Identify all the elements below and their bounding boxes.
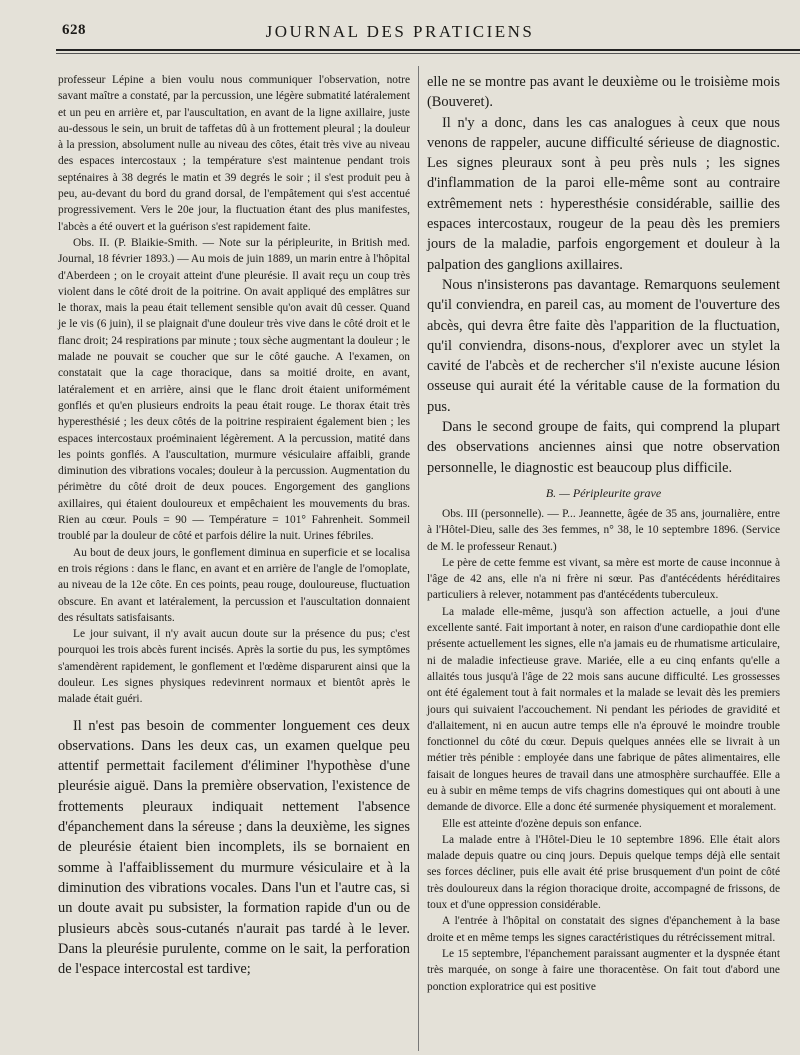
paragraph: Il n'y a donc, dans les cas analogues à ceux que nous venons de rappeler, aucune difficulté sérieuse de diagnostic. Les signes pleuraux sont à peu près nuls ; les signes d'inflammation de la paroi elle-même sont au contraire extrêmement nets : hyperesthésie considérable, saillie des espaces intercostaux, rougeur de la peau dès les premiers jours de la maladie, parfois engorgement et douleur à la palpation des ganglions axillaires.	[427, 114, 780, 273]
paragraph: Le 15 septembre, l'épanchement paraissant augmenter et la dyspnée étant très marquée, on songe à faire une thoracentèse. On fait tout d'abord une ponction exploratrice qui est positive	[427, 947, 780, 993]
paragraph: Le père de cette femme est vivant, sa mère est morte de cause inconnue à l'âge de 42 ans, elle n'a ni frère ni sœur. Pas d'antécédents héréditaires particuliers à relever, notamment pas d'antécédents tuberculeux.	[427, 556, 780, 602]
right-column	[427, 72, 780, 995]
paragraph: Le jour suivant, il n'y avait aucun doute sur la présence du pus; c'est pourquoi les trois abcès furent incisés. Après la sortie du pus, les symptômes s'amendèrent rapidement, le gonflement et l'œdème disparurent ainsi que la douleur. Les signes physiques redevinrent normaux et bientôt après le malade était guéri.	[58, 628, 410, 706]
page-number: 628	[62, 22, 86, 38]
paragraph: elle ne se montre pas avant le deuxième ou le troisième mois (Bouveret).	[427, 74, 780, 111]
column-divider	[418, 66, 419, 1051]
paragraph: A l'entrée à l'hôpital on constatait des signes d'épanchement à la base droite et en même temps les signes caractéristiques du rétrécissement mitral.	[427, 915, 780, 944]
header-rule-thin	[56, 53, 800, 54]
paragraph: professeur Lépine a bien voulu nous communiquer l'observation, notre savant maître a constaté, par la percussion, une légère submatité latéralement et un peu en arrière et, par l'auscultation, en avant de la ligne axillaire, juste au-dessous le sein, un bruit de taffetas dû à un frottement pleural ; la douleur à la pression, absolument nulle au niveau des côtes, était très vive au niveau des espaces intercostaux ; la température s'est maintenue pendant trois septénaires à 38 degrés le matin et 39 degrés le soir ; il s'est produit peu à peu, au-devant du bord du grand dorsal, de l'empâtement qui s'est accentué progressivement. Vers le 20e jour, la fluctuation étant des plus manifestes, l'abcès a été ouvert et la guérison s'est rapidement faite.	[58, 74, 410, 233]
paragraph: Nous n'insisterons pas davantage. Remarquons seulement qu'il conviendra, en pareil cas, au moment de l'ouverture des abcès, qui devra être faite dès l'apparition de la fluctuation, qu'il conviendra, disons-nous, d'explorer avec un stylet la cavité de l'abcès et de rechercher s'il n'existe aucune lésion osseuse qui aurait été la véritable cause de la formation du pus.	[427, 276, 780, 415]
section-heading: B. — Péripleurite grave	[545, 485, 662, 500]
commentary-paragraph: Il n'est pas besoin de commenter longuement ces deux observations. Dans les deux cas, un examen quelque peu attentif permettait facilement d'éliminer l'hypothèse d'une pleurésie aiguë. Dans la première observation, l'existence de frottements pleuraux indiquait nettement l'absence d'épanchement dans la séreuse ; dans la deuxième, les signes de pleurésie étaient bien incomplets, ils se bornaient en somme à l'affaiblissement du murmure vésiculaire et à la diminution des vibrations vocales. Dans l'un et l'autre cas, si un doute avait pu subsister, la formation rapide d'un ou de plusieurs abcès sous-cutanés n'aurait pas tardé à le lever. Dans la pleurésie purulente, comme on le sait, la perforation de l'espace intercostal est tardive;	[58, 717, 410, 978]
left-column	[58, 72, 410, 979]
running-header	[0, 22, 800, 46]
paragraph: La malade entre à l'Hôtel-Dieu le 10 septembre 1896. Elle était alors malade depuis quatre ou cinq jours. Depuis quelque temps déjà elle sentait ses forces décliner, puis elle avait été prise brusquement d'un point de côté très douloureux dans la région thoracique droite, accompagné de frissons, de toux et d'une oppression considérable.	[427, 833, 780, 912]
observation-three: Obs. III (personnelle). — P... Jeannette, âgée de 35 ans, journalière, entre à l'Hôtel-Dieu, salle des 3es femmes, n° 38, le 10 septembre 1896. (Service de M. le professeur Renaut.)	[427, 507, 780, 553]
paragraph: Elle est atteinte d'ozène depuis son enfance.	[442, 817, 642, 830]
paragraph: La malade elle-même, jusqu'à son affection actuelle, a joui d'une excellente santé. Fait important à noter, en raison d'une cardiopathie dont elle présente actuellement les signes, elle n'a jamais eu de rhumatisme articulaire, ni de maladie infectieuse grave. Mariée, elle a eu cinq enfants qu'elle a allaités tous jusqu'à l'âge de 22 mois sans aucune difficulté. Les grossesses ont été également tout à fait normales et la malade se levait dès les premiers jours qui suivaient l'accouchement. Ni pendant les périodes de gravidité et d'allaitement, ni en aucun autre temps elle n'a éprouvé le moindre trouble fonctionnel du côté du cœur. Depuis quelques années elle se livrait à un métier très pénible : employée dans une fabrique de pâtes alimentaires, elle faisait de longues heures de travail dans une atmosphère surchauffée. Elle a eu à subir en même temps de vifs chagrins domestiques qui ont abouti à une demande de divorce. Elle a donc été surmenée physiquement et moralement.	[427, 605, 780, 814]
journal-title: JOURNAL DES PRATICIENS	[265, 22, 535, 41]
paragraph: Dans le second groupe de faits, qui comprend la plupart des observations anciennes ainsi que notre observation personnelle, le diagnostic est beaucoup plus difficile.	[427, 419, 780, 476]
header-rule	[56, 49, 800, 51]
observation-two: Obs. II. (P. Blaikie-Smith. — Note sur la péripleurite, in British med. Journal, 18 février 1893.) — Au mois de juin 1889, un marin entre à l'hôpital d'Aberdeen ; on le croyait atteint d'une pleurésie. Il avait reçu un coup très violent dans le côté droit de la poitrine. On avait appliqué des emplâtres sur le thorax, mais la peau était tellement sensible qu'on avait dû cesser. Quand je le vis (6 juin), il se plaignait d'une douleur très vive dans le côté droit et le flanc droit; 24 respirations par minute ; toux sèche augmentant la douleur ; le malade ne pouvait se coucher que sur le côté gauche. A l'examen, on constatait que la cage thoracique, dans sa moitié droite, en avant, latéralement et en arrière, ainsi que le flanc droit étaient uniformément gonflés et qu'en plusieurs endroits la peau était rouge. Le thorax était très hyperesthésié ; les deux côtés de la poitrine respiraient également bien ; les espaces intercostaux proéminaient légèrement. A la percussion, matité dans les points gonflés. A l'auscultation, murmure vésiculaire affaibli, grande diminution des vibrations vocales; douleur à la percussion. Augmentation du périmètre du côté droit de deux pouces. Engorgement des ganglions axillaires, qui étaient douloureux et empêchaient les mouvements du bras. Rien au cœur. Pouls = 90 — Température = 101° Fahrenheit. Sommeil troublé par la douleur de côté et parfois délire la nuit. Urines fébriles.	[58, 236, 410, 543]
paragraph: Au bout de deux jours, le gonflement diminua en superficie et se localisa en trois régions : dans le flanc, en avant et en arrière de l'angle de l'omoplate, au niveau de la 12e côte. En ces points, peau rouge, douloureuse, fluctuation obscure. En avant et latéralement, la percussion et l'auscultation donnaient des résultats satisfaisants.	[58, 546, 410, 624]
